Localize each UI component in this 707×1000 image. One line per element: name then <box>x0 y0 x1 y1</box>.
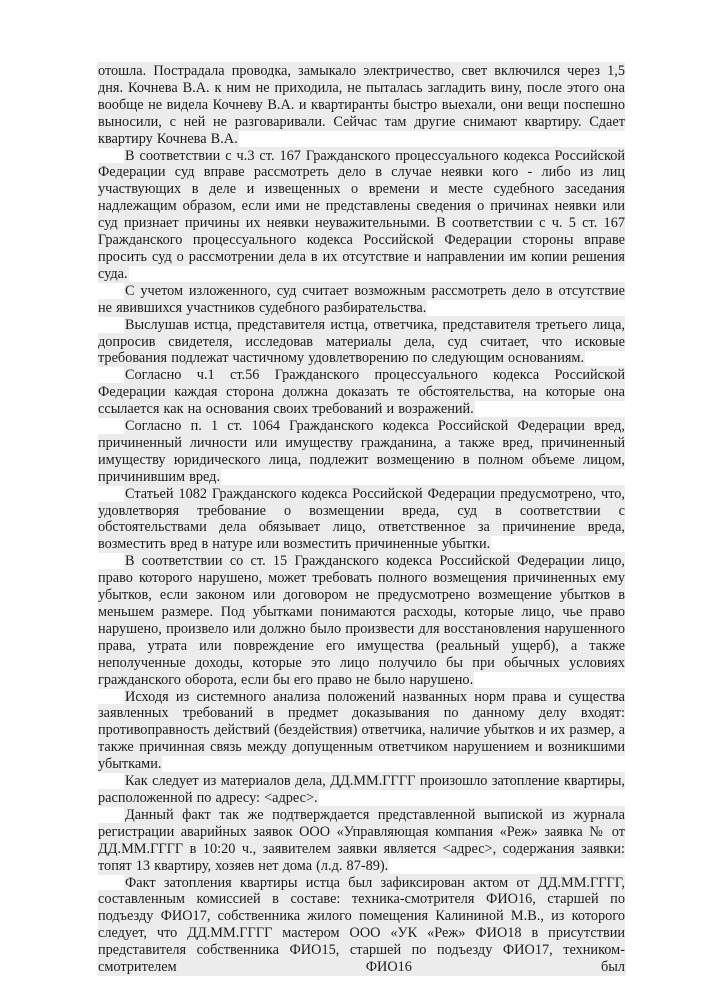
paragraph-text: Данный факт так же подтверждается представленной выпиской из журнала регистрации аварийных заявок ООО «Управляющая компания «Реж» заявка № от ДД.ММ.ГГГГ в 10:20 ч., заявителем заявки является <адрес>, содержания заявки: топят 13 квартиру, хозяев нет дома (л.д. 87-89). <box>98 806 625 874</box>
paragraph-flooding-act <box>98 875 625 976</box>
paragraph-text: Согласно п. 1 ст. 1064 Гражданского кодекса Российской Федерации вред, причиненный личности или имуществу гражданина, а также вред, причиненный имуществу юридического лица, подлежит возмещению в полном объеме лицом, причинившим вред. <box>98 418 625 485</box>
paragraph-text: Как следует из материалов дела, ДД.ММ.ГГГГ произошло затопление квартиры, расположенной по адресу: <адрес>. <box>98 773 625 806</box>
paragraph-court-conclusion <box>98 317 625 368</box>
paragraph-text: В соответствии с ч.3 ст. 167 Гражданского процессуального кодекса Российской Федерации суд вправе рассмотреть дело в случае неявки кого - либо из лиц участвующих в деле и извещенных о времени и месте судебного заседания надлежащим образом, если ими не представлены сведения о причинах неявки или суд признает причины их неявки неуважительными. В соответствии с ч. 5 ст. 167 Гражданского процессуального кодекса Российской Федерации стороны вправе просить суд о рассмотрении дела в их отсутствие и направлении им копии решения суда. <box>98 147 625 282</box>
paragraph-gk-1082 <box>98 486 625 554</box>
paragraph-gk-1064 <box>98 418 625 486</box>
paragraph-proof-subject <box>98 689 625 774</box>
paragraph-text: Выслушав истца, представителя истца, ответчика, представителя третьего лица, допросив свидетеля, исследовав материалы дела, суд считает, что исковые требования подлежат частичному удовлетворению по следующим основаниям. <box>98 316 625 367</box>
paragraph-gk-15 <box>98 553 625 688</box>
paragraph-text: Статьей 1082 Гражданского кодекса Российской Федерации предусмотрено, что, удовлетворяя требование о возмещении вреда, суд в соответствии с обстоятельствами дела обязывает лицо, ответственное за причинение вреда, возместить вред в натуре или возместить причиненные убытки. <box>98 485 625 553</box>
paragraph-text: Согласно ч.1 ст.56 Гражданского процессуального кодекса Российской Федерации каждая сторона должна доказать те обстоятельства, на которые она ссылается как на основания своих требований и возражений. <box>98 367 625 418</box>
paragraph-text: В соответствии со ст. 15 Гражданского кодекса Российской Федерации лицо, право которого нарушено, может требовать полного возмещения причиненных ему убытков, если законом или договором не предусмотрено возмещение убытков в меньшем размере. Под убытками понимаются расходы, которые лицо, чье право нарушено, произвело или должно было произвести для восстановления нарушенного права, утрата или повреждение его имущества (реальный ущерб), а также неполученные доходы, которые это лицо получило бы при обычных условиях гражданского оборота, если бы его право не было нарушено. <box>98 553 625 688</box>
paragraph-gpk-167 <box>98 148 625 283</box>
paragraph-consideration-absence <box>98 283 625 317</box>
paragraph-text: Исходя из системного анализа положений названных норм права и существа заявленных требований в предмет доказывания по данному делу входят: противоправность действий (бездействия) ответчика, наличие убытков и их размер, а также причинная связь между допущенным ответчиком нарушением и возникшими убытками. <box>98 688 625 773</box>
paragraph-text: отошла. Пострадала проводка, замыкало электричество, свет включился через 1,5 дня. Кочнева В.А. к ним не приходила, не пыталась загладить вину, после этого она вообще не видела Кочневу В.А. и квартиранты быстро выехали, они вещи поспешно выносили, с ней не разговаривали. Сейчас там другие снимают квартиру. Сдает квартиру Кочнева В.А. <box>98 63 625 147</box>
paragraph-journal-extract <box>98 807 625 875</box>
paragraph-gpk-56 <box>98 367 625 418</box>
paragraph-continuation <box>98 63 625 148</box>
paragraph-flooding-fact <box>98 773 625 807</box>
paragraph-text: С учетом изложенного, суд считает возможным рассмотреть дело в отсутствие не явившихся участников судебного разбирательства. <box>98 282 625 316</box>
paragraph-text: Факт затопления квартиры истца был зафиксирован актом от ДД.ММ.ГГГГ, составленным комиссией в составе: техника-смотрителя ФИО16, старшей по подъезду ФИО17, собственника жилого помещения Калининой М.В., из которого следует, что ДД.ММ.ГГГГ мастером ООО «УК «Реж» ФИО18 в присутствии представителя собственника ФИО15, старшей по подъезду ФИО17, техником-смотрителем ФИО16 был <box>98 874 625 976</box>
